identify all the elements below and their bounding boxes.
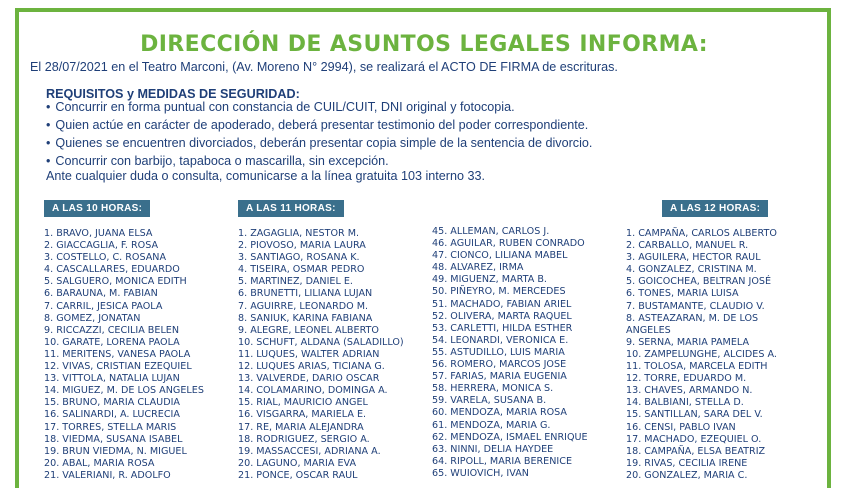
name-entry: 51. MACHADO, FABIAN ARIEL <box>432 298 572 310</box>
name-entry: 58. HERRERA, MONICA S. <box>432 383 554 395</box>
requirements-title: REQUISITOS y MEDIDAS DE SEGURIDAD: <box>46 87 300 101</box>
name-entry: 8. GOMEZ, JONATAN <box>44 312 141 324</box>
name-entry: 56. ROMERO, MARCOS JOSE <box>432 359 567 371</box>
name-entry: 18. RODRIGUEZ, SERGIO A. <box>238 433 370 445</box>
name-entry: 7. BUSTAMANTE, CLAUDIO V. <box>626 300 765 312</box>
name-entry: 21. PONCE, OSCAR RAUL <box>238 469 358 481</box>
name-entry: 15. BRUNO, MARIA CLAUDIA <box>44 397 180 409</box>
name-entry: 16. SALINARDI, A. LUCRECIA <box>44 409 180 421</box>
name-entry: 55. ASTUDILLO, LUIS MARIA <box>432 346 565 358</box>
name-entry: 8. ASTEAZARAN, M. DE LOS <box>626 312 759 324</box>
name-entry: 17. MACHADO, EZEQUIEL O. <box>626 433 762 445</box>
name-entry: 5. GOICOCHEA, BELTRAN JOSÉ <box>626 276 772 288</box>
name-entry: 19. BRUN VIEDMA, N. MIGUEL <box>44 445 187 457</box>
name-entry: 19. RIVAS, CECILIA IRENE <box>626 457 748 469</box>
name-entry: 65. WUIOVICH, IVAN <box>432 467 529 479</box>
name-entry: 10. SCHUFT, ALDANA (SALADILLO) <box>238 336 404 348</box>
name-entry: 9. ALEGRE, LEONEL ALBERTO <box>238 324 379 336</box>
name-entry: 9. RICCAZZI, CECILIA BELEN <box>44 324 180 336</box>
name-entry: 52. OLIVERA, MARTA RAQUEL <box>432 310 572 322</box>
name-entry: 11. LUQUES, WALTER ADRIAN <box>238 348 380 360</box>
name-entry: 60. MENDOZA, MARIA ROSA <box>432 407 567 419</box>
name-entry: 61. MENDOZA, MARIA G. <box>432 419 551 431</box>
name-entry: 46. AGUILAR, RUBEN CONRADO <box>432 238 585 250</box>
name-entry: 4. GONZALEZ, CRISTINA M. <box>626 264 757 276</box>
name-entry: 12. LUQUES ARIAS, TICIANA G. <box>238 361 385 373</box>
schedule-column-10 <box>44 198 234 482</box>
name-entry: ANGELES <box>626 324 671 336</box>
name-entry: 7. AGUIRRE, LEONARDO M. <box>238 300 369 312</box>
name-entry: 3. SANTIAGO, ROSANA K. <box>238 252 360 264</box>
name-entry: 18. CAMPAÑA, ELSA BEATRIZ <box>626 445 766 457</box>
name-entry: 2. CARBALLO, MANUEL R. <box>626 240 749 252</box>
name-entry: 20. ABAL, MARIA ROSA <box>44 457 155 469</box>
name-entry: 16. CENSI, PABLO IVAN <box>626 421 736 433</box>
names-list-11 <box>238 228 428 482</box>
name-entry: 21. VALERIANI, R. ADOLFO <box>44 469 171 481</box>
name-entry: 1. BRAVO, JUANA ELSA <box>44 228 153 239</box>
name-entry: 18. VIEDMA, SUSANA ISABEL <box>44 433 183 445</box>
names-list-10 <box>44 228 234 482</box>
name-entry: 11. MERITENS, VANESA PAOLA <box>44 348 191 360</box>
schedule-column-11-cont <box>432 198 622 480</box>
name-entry: 45. ALLEMAN, CARLOS J. <box>432 226 550 237</box>
requirement-item: • Quien actúe en carácter de apoderado, deberá presentar testimonio del poder correspondiente. <box>46 116 592 134</box>
requirements-list <box>46 98 592 170</box>
name-entry: 13. VALVERDE, DARIO OSCAR <box>238 373 380 385</box>
name-entry: 19. MASSACCESI, ADRIANA A. <box>238 445 381 457</box>
name-entry: 13. CHAVES, ARMANDO N. <box>626 385 753 397</box>
time-badge-12: A LAS 12 HORAS: <box>662 200 768 217</box>
name-entry: 1. CAMPAÑA, CARLOS ALBERTO <box>626 228 777 239</box>
name-entry: 8. SANIUK, KARINA FABIANA <box>238 312 373 324</box>
name-entry: 10. GARATE, LORENA PAOLA <box>44 336 180 348</box>
name-entry: 6. TONES, MARIA LUISA <box>626 288 739 300</box>
name-entry: 3. COSTELLO, C. ROSANA <box>44 252 167 264</box>
name-entry: 13. VITTOLA, NATALIA LUJAN <box>44 373 180 385</box>
name-entry: 17. TORRES, STELLA MARIS <box>44 421 177 433</box>
name-entry: 14. BALBIANI, STELLA D. <box>626 397 744 409</box>
names-list-11-cont <box>432 226 622 480</box>
name-entry: 2. PIOVOSO, MARIA LAURA <box>238 240 366 252</box>
name-entry: 20. GONZALEZ, MARIA C. <box>626 469 748 481</box>
time-badge-11: A LAS 11 HORAS: <box>238 200 344 217</box>
name-entry: 14. COLAMARINO, DOMINGA A. <box>238 385 388 397</box>
name-entry: 17. RE, MARIA ALEJANDRA <box>238 421 364 433</box>
name-entry: 15. RIAL, MAURICIO ANGEL <box>238 397 368 409</box>
name-entry: 1. ZAGAGLIA, NESTOR M. <box>238 228 360 239</box>
name-entry: 16. VISGARRA, MARIELA E. <box>238 409 367 421</box>
name-entry: 54. LEONARDI, VERONICA E. <box>432 334 569 346</box>
requirement-item: • Concurrir con barbijo, tapaboca o mascarilla, sin excepción. <box>46 152 592 170</box>
name-entry: 50. PIÑEYRO, M. MERCEDES <box>432 286 566 298</box>
name-entry: 9. SERNA, MARIA PAMELA <box>626 336 750 348</box>
name-entry: 57. FARIAS, MARIA EUGENIA <box>432 371 567 383</box>
name-entry: 5. SALGUERO, MONICA EDITH <box>44 276 187 288</box>
name-entry: 2. GIACCAGLIA, F. ROSA <box>44 240 159 252</box>
time-badge-spacer <box>432 198 622 215</box>
requirement-item: • Quienes se encuentren divorciados, deberán presentar copia simple de la sentencia de divorcio. <box>46 134 592 152</box>
name-entry: 6. BARAUNA, M. FABIAN <box>44 288 158 300</box>
name-entry: 14. MIGUEZ, M. DE LOS ANGELES <box>44 385 204 397</box>
name-entry: 47. CIONCO, LILIANA MABEL <box>432 250 568 262</box>
name-entry: 62. MENDOZA, ISMAEL ENRIQUE <box>432 431 588 443</box>
time-badge-10: A LAS 10 HORAS: <box>44 200 150 217</box>
name-entry: 10. ZAMPELUNGHE, ALCIDES A. <box>626 348 777 360</box>
name-entry: 4. TISEIRA, OSMAR PEDRO <box>238 264 365 276</box>
name-entry: 64. RIPOLL, MARIA BERENICE <box>432 455 573 467</box>
name-entry: 12. VIVAS, CRISTIAN EZEQUIEL <box>44 361 192 373</box>
name-entry: 59. VARELA, SUSANA B. <box>432 395 547 407</box>
name-entry: 20. LAGUNO, MARIA EVA <box>238 457 357 469</box>
name-entry: 49. MIGUENZ, MARTA B. <box>432 274 547 286</box>
name-entry: 12. TORRE, EDUARDO M. <box>626 373 747 385</box>
name-entry: 6. BRUNETTI, LILIANA LUJAN <box>238 288 373 300</box>
name-entry: 5. MARTINEZ, DANIEL E. <box>238 276 353 288</box>
names-list-12 <box>626 228 816 482</box>
page-title: DIRECCIÓN DE ASUNTOS LEGALES INFORMA: <box>140 32 708 57</box>
name-entry: 7. CARRIL, JESICA PAOLA <box>44 300 163 312</box>
requirement-item: • Concurrir en forma puntual con constancia de CUIL/CUIT, DNI original y fotocopia. <box>46 98 592 116</box>
contact-text: Ante cualquier duda o consulta, comunicarse a la línea gratuita 103 interno 33. <box>46 169 485 183</box>
schedule-column-11 <box>238 198 428 482</box>
name-entry: 11. TOLOSA, MARCELA EDITH <box>626 361 768 373</box>
intro-text: El 28/07/2021 en el Teatro Marconi, (Av. Moreno N° 2994), se realizará el ACTO DE FIRMA de escrituras. <box>30 60 618 74</box>
name-entry: 15. SANTILLAN, SARA DEL V. <box>626 409 763 421</box>
name-entry: 3. AGUILERA, HECTOR RAUL <box>626 252 761 264</box>
name-entry: 48. ALVAREZ, IRMA <box>432 262 524 274</box>
name-entry: 63. NINNI, DELIA HAYDEE <box>432 443 554 455</box>
schedule-column-12 <box>626 198 816 482</box>
name-entry: 4. CASCALLARES, EDUARDO <box>44 264 180 276</box>
name-entry: 53. CARLETTI, HILDA ESTHER <box>432 322 573 334</box>
